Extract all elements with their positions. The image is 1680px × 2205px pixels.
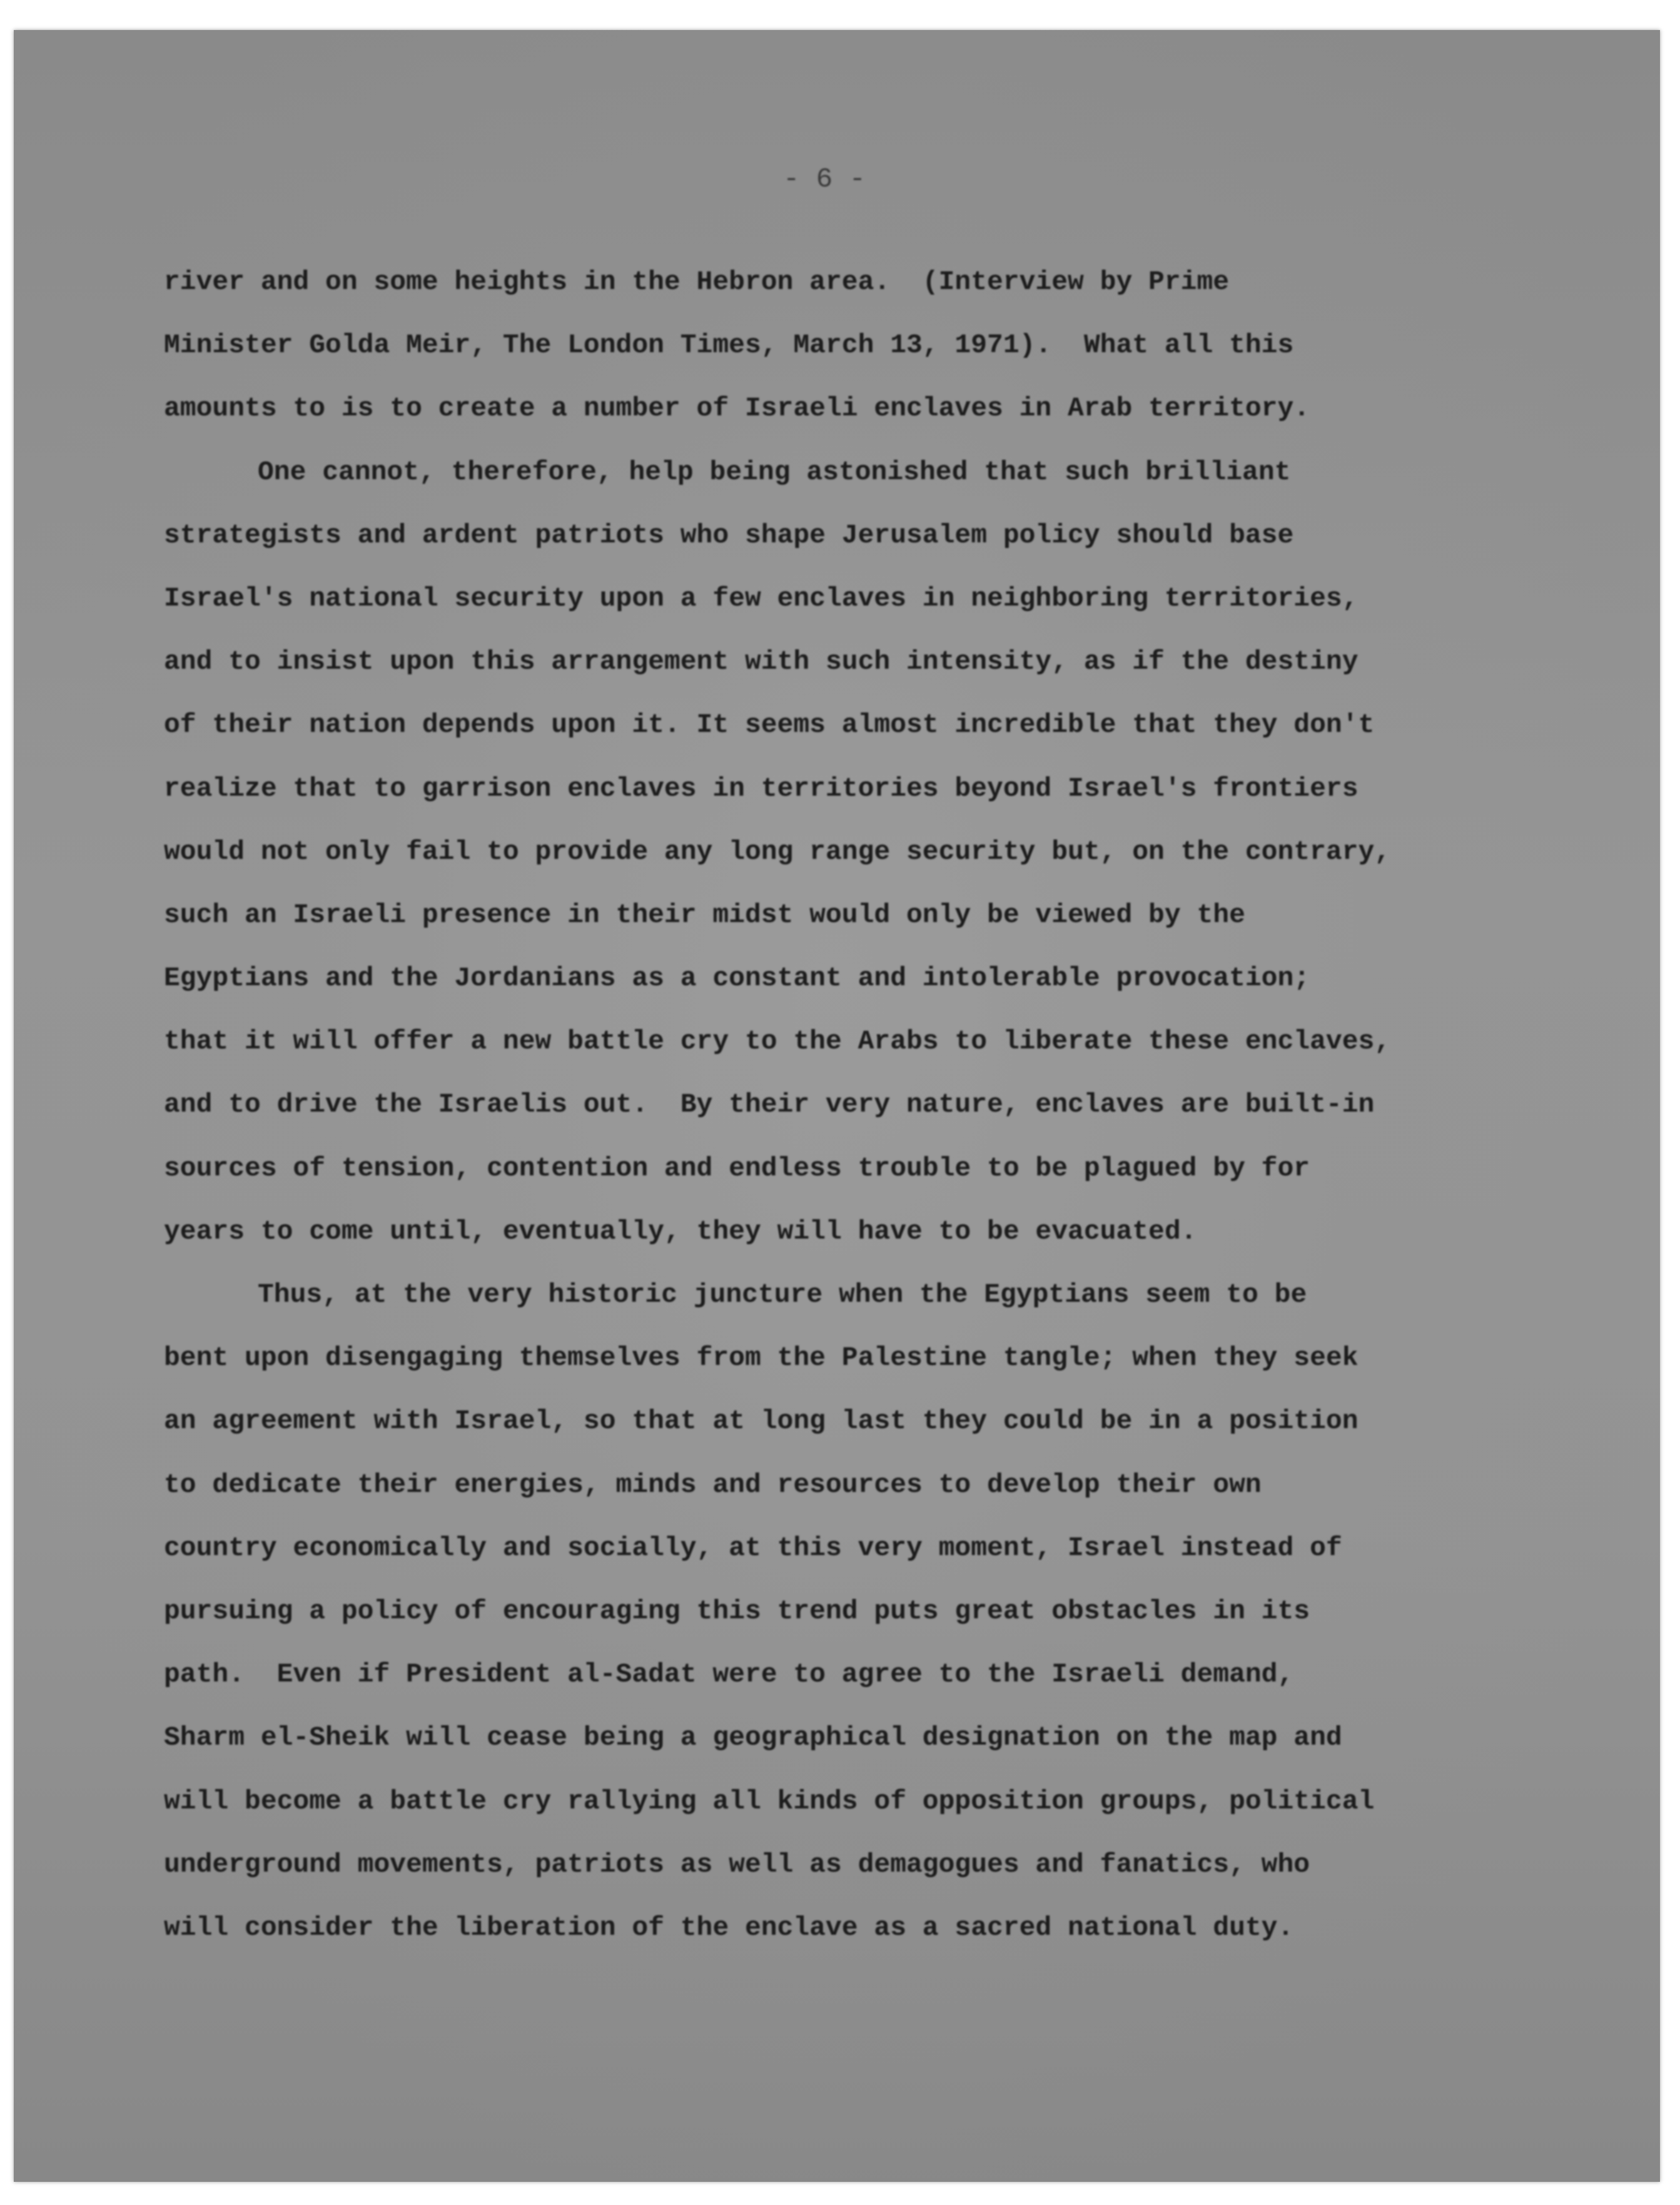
text-line: path. Even if President al-Sadat were to agree to the Israeli demand, bbox=[164, 1659, 1294, 1690]
text-line: realize that to garrison enclaves in territories beyond Israel's frontiers bbox=[164, 773, 1359, 804]
text-line: will consider the liberation of the enclave as a sacred national duty. bbox=[164, 1912, 1294, 1943]
body-text bbox=[164, 250, 1602, 1959]
text-line: underground movements, patriots as well as demagogues and fanatics, who bbox=[164, 1848, 1310, 1880]
text-line: an agreement with Israel, so that at long last they could be in a position bbox=[164, 1406, 1359, 1437]
text-line: Minister Golda Meir, The London Times, March 13, 1971). What all this bbox=[164, 330, 1294, 361]
text-line: and to drive the Israelis out. By their very nature, enclaves are built-in bbox=[164, 1089, 1375, 1120]
text-line: such an Israeli presence in their midst would only be viewed by the bbox=[164, 899, 1245, 930]
text-line: pursuing a policy of encouraging this trend puts great obstacles in its bbox=[164, 1595, 1310, 1626]
text-line: country economically and socially, at this very moment, Israel instead of bbox=[164, 1532, 1342, 1563]
page-number: - 6 - bbox=[782, 164, 866, 195]
text-line: that it will offer a new battle cry to the Arabs to liberate these enclaves, bbox=[164, 1026, 1391, 1057]
text-line: amounts to is to create a number of Israeli enclaves in Arab territory. bbox=[164, 393, 1310, 424]
text-line: bent upon disengaging themselves from the Palestine tangle; when they seek bbox=[164, 1342, 1359, 1374]
text-line: will become a battle cry rallying all kinds of opposition groups, political bbox=[164, 1785, 1375, 1817]
text-line: would not only fail to provide any long range security but, on the contrary, bbox=[164, 836, 1391, 867]
text-line: Egyptians and the Jordanians as a constant and intolerable provocation; bbox=[164, 963, 1310, 994]
text-line: sources of tension, contention and endless trouble to be plagued by for bbox=[164, 1152, 1310, 1184]
text-line: Sharm el-Sheik will cease being a geographical designation on the map and bbox=[164, 1722, 1342, 1753]
paragraph-start-line: Thus, at the very historic juncture when the Egyptians seem to be bbox=[258, 1279, 1307, 1310]
text-line: to dedicate their energies, minds and resources to develop their own bbox=[164, 1469, 1262, 1500]
text-line: and to insist upon this arrangement with such intensity, as if the destiny bbox=[164, 646, 1359, 677]
text-line: Israel's national security upon a few enclaves in neighboring territories, bbox=[164, 582, 1359, 614]
paragraph-start-line: One cannot, therefore, help being astonished that such brilliant bbox=[258, 456, 1291, 487]
text-line: strategists and ardent patriots who shape Jerusalem policy should base bbox=[164, 519, 1294, 550]
text-line: river and on some heights in the Hebron area. (Interview by Prime bbox=[164, 266, 1230, 297]
text-line: of their nation depends upon it. It seems almost incredible that they don't bbox=[164, 709, 1375, 741]
text-line: years to come until, eventually, they will have to be evacuated. bbox=[164, 1215, 1197, 1247]
